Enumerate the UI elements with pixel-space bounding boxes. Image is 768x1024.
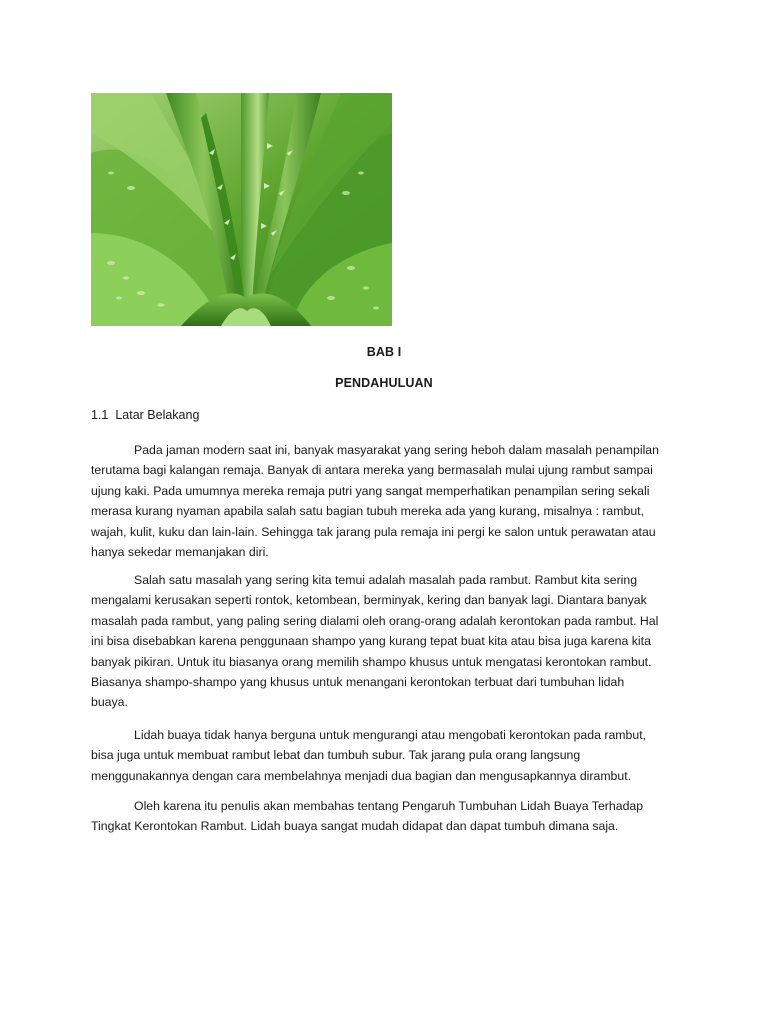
paragraph-line: mengalami kerusakan seperti rontok, ketombean, berminyak, kering dan banyak lagi. Diantara banyak bbox=[91, 593, 647, 608]
aloe-vera-illustration bbox=[91, 93, 392, 326]
paragraph-line: ujung kaki. Pada umumnya mereka remaja putri yang sangat memperhatikan penampilan sering sekali bbox=[91, 483, 650, 498]
paragraph-line: Biasanya shampo-shampo yang khusus untuk menangani kerontokan terbuat dari tumbuhan lidah bbox=[91, 675, 625, 690]
aloe-vera-photo bbox=[91, 93, 392, 326]
paragraph-line: merasa kurang nyaman apabila salah satu bagian tubuh mereka ada yang kurang, misalnya : rambut, bbox=[91, 504, 645, 519]
paragraph-line: wajah, kulit, kuku dan lain-lain. Sehingga tak jarang pula remaja ini pergi ke salon untuk perawatan atau bbox=[91, 524, 656, 539]
paragraph-line: Tingkat Kerontokan Rambut. Lidah buaya sangat mudah didapat dan dapat tumbuh dimana saja. bbox=[91, 819, 619, 834]
paragraph-line: menggunakannya dengan cara membelahnya menjadi dua bagian dan mengusapkannya dirambut. bbox=[91, 768, 632, 783]
paragraph-line: buaya. bbox=[91, 695, 128, 710]
chapter-title: PENDAHULUAN bbox=[335, 376, 433, 390]
chapter-number: BAB I bbox=[366, 345, 402, 359]
paragraph-line: ini bisa disebabkan karena penggunaan shampo yang kurang tepat buat kita atau bisa juga karena kita bbox=[91, 634, 651, 649]
paragraph-line: hanya sekedar memanjakan diri. bbox=[91, 545, 269, 560]
paragraph-4 bbox=[91, 796, 681, 837]
paragraph-line: terutama bagi kalangan remaja. Banyak di antara mereka yang bermasalah mulai ujung rambut sampai bbox=[91, 463, 653, 478]
paragraph-line: Oleh karena itu penulis akan membahas tentang Pengaruh Tumbuhan Lidah Buaya Terhadap bbox=[134, 799, 644, 813]
paragraph-line: Lidah buaya tidak hanya berguna untuk mengurangi atau mengobati kerontokan pada rambut, bbox=[134, 728, 647, 742]
paragraph-1 bbox=[91, 440, 681, 562]
paragraph-line: masalah pada rambut, yang paling sering dialami oleh orang-orang adalah kerontokan pada rambut. Hal bbox=[91, 613, 659, 628]
paragraph-line: Salah satu masalah yang sering kita temui adalah masalah pada rambut. Rambut kita sering bbox=[134, 573, 638, 587]
section-heading: 1.1 Latar Belakang bbox=[91, 408, 200, 422]
paragraph-line: Pada jaman modern saat ini, banyak masyarakat yang sering heboh dalam masalah penampilan bbox=[134, 443, 659, 457]
paragraph-3 bbox=[91, 725, 681, 786]
paragraph-2 bbox=[91, 570, 681, 713]
paragraph-line: banyak pikiran. Untuk itu biasanya orang memilih shampo khusus untuk mengatasi kerontokan rambut. bbox=[91, 654, 652, 669]
paragraph-line: bisa juga untuk membuat rambut lebat dan tumbuh subur. Tak jarang pula orang langsung bbox=[91, 748, 581, 763]
